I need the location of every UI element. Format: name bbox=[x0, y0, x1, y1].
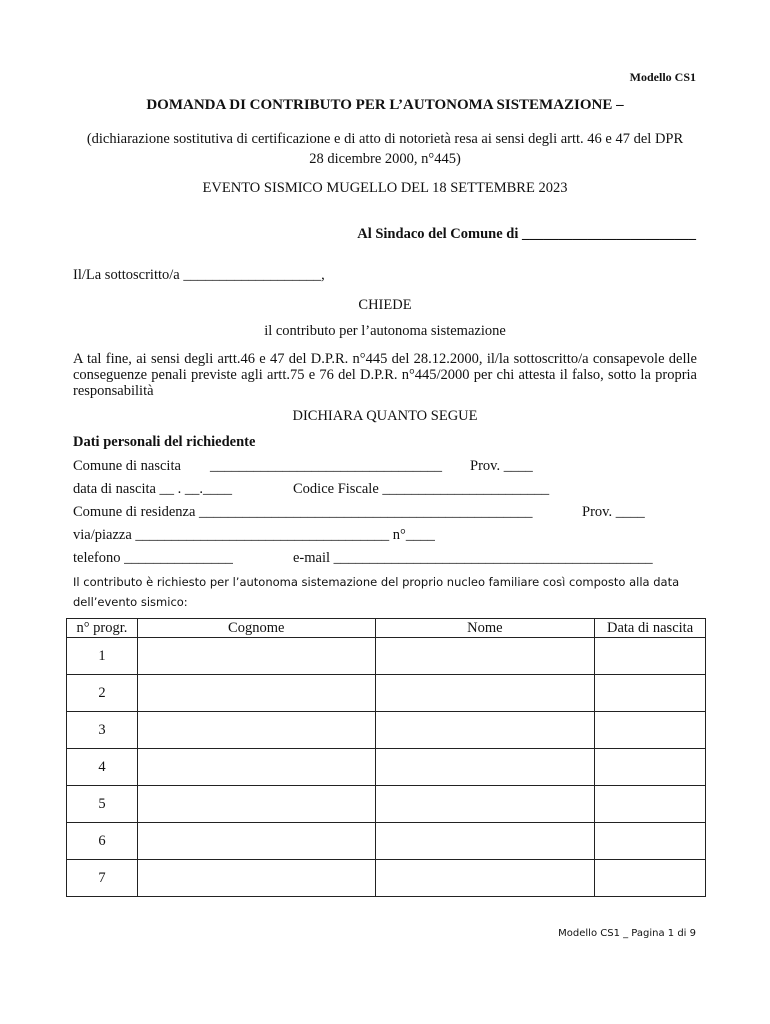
birth-province-field[interactable]: Prov. ____ bbox=[470, 458, 533, 474]
recipient-line: Al Sindaco del Comune di ________________________ bbox=[357, 226, 696, 242]
column-header: Cognome bbox=[137, 619, 375, 638]
surname-cell[interactable] bbox=[137, 638, 375, 675]
surname-cell[interactable] bbox=[137, 786, 375, 823]
surname-cell[interactable] bbox=[137, 712, 375, 749]
table-row bbox=[67, 638, 706, 675]
birthdate-cell[interactable] bbox=[595, 860, 706, 897]
birthdate-cell[interactable] bbox=[595, 712, 706, 749]
birthdate-cell[interactable] bbox=[595, 749, 706, 786]
name-cell[interactable] bbox=[375, 860, 595, 897]
birth-date-field[interactable]: data di nascita __ . __.____ bbox=[73, 481, 233, 497]
table-row bbox=[67, 860, 706, 897]
surname-cell[interactable] bbox=[137, 675, 375, 712]
column-header: Nome bbox=[375, 619, 595, 638]
birthdate-cell[interactable] bbox=[595, 823, 706, 860]
surname-cell[interactable] bbox=[137, 823, 375, 860]
column-header: Data di nascita bbox=[595, 619, 706, 638]
surname-cell[interactable] bbox=[137, 860, 375, 897]
undersigned-line: Il/La sottoscritto/a ___________________, bbox=[73, 267, 325, 283]
row-number: 4 bbox=[67, 749, 138, 786]
name-cell[interactable] bbox=[375, 638, 595, 675]
table-row bbox=[67, 823, 706, 860]
event-title: EVENTO SISMICO MUGELLO DEL 18 SETTEMBRE 2023 bbox=[202, 180, 568, 196]
family-table bbox=[66, 618, 706, 897]
tax-code-field[interactable]: Codice Fiscale _______________________ bbox=[293, 481, 550, 497]
page-footer: Modello CS1 _ Pagina 1 di 9 bbox=[558, 928, 696, 939]
table-row bbox=[67, 786, 706, 823]
birth-town-label: Comune di nascita bbox=[73, 458, 181, 474]
surname-cell[interactable] bbox=[137, 749, 375, 786]
residence-town-field[interactable]: Comune di residenza ______________________________________________ bbox=[73, 504, 533, 520]
row-number: 6 bbox=[67, 823, 138, 860]
phone-field[interactable]: telefono _______________ bbox=[73, 550, 233, 566]
name-cell[interactable] bbox=[375, 786, 595, 823]
birthdate-cell[interactable] bbox=[595, 786, 706, 823]
name-cell[interactable] bbox=[375, 823, 595, 860]
row-number: 1 bbox=[67, 638, 138, 675]
table-row bbox=[67, 712, 706, 749]
declaration-paragraph: A tal fine, ai sensi degli artt.46 e 47 del D.P.R. n°445 del 28.12.2000, il/la sottoscritto/a consapevole delle conseguenze penali previste agli artt.75 e 76 del D.P.R. n°445/2000 per chi attesta il falso, sotto la propria responsabilità bbox=[73, 351, 697, 399]
declaration-heading: DICHIARA QUANTO SEGUE bbox=[292, 408, 478, 424]
email-field[interactable]: e-mail ____________________________________________ bbox=[293, 550, 653, 566]
table-row bbox=[67, 749, 706, 786]
name-cell[interactable] bbox=[375, 712, 595, 749]
street-field[interactable]: via/piazza ___________________________________ n°____ bbox=[73, 527, 435, 543]
document-subtitle: (dichiarazione sostitutiva di certificazione e di atto di notorietà resa ai sensi degli artt. 46 e 47 del DPR 28 dicembre 2000, n°445) bbox=[86, 131, 684, 167]
row-number: 5 bbox=[67, 786, 138, 823]
table-header-row bbox=[67, 619, 706, 638]
family-intro: Il contributo è richiesto per l’autonoma sistemazione del proprio nucleo familiare così composto alla data dell’evento sismico: bbox=[73, 575, 680, 609]
birthdate-cell[interactable] bbox=[595, 675, 706, 712]
column-header: n° progr. bbox=[67, 619, 138, 638]
request-heading: CHIEDE bbox=[358, 297, 412, 313]
table-row bbox=[67, 675, 706, 712]
row-number: 7 bbox=[67, 860, 138, 897]
model-label: Modello CS1 bbox=[629, 70, 696, 84]
name-cell[interactable] bbox=[375, 675, 595, 712]
birth-town-field[interactable]: ________________________________ bbox=[210, 458, 442, 474]
personal-data-heading: Dati personali del richiedente bbox=[73, 434, 256, 450]
birthdate-cell[interactable] bbox=[595, 638, 706, 675]
request-text: il contributo per l’autonoma sistemazione bbox=[264, 323, 506, 339]
row-number: 2 bbox=[67, 675, 138, 712]
row-number: 3 bbox=[67, 712, 138, 749]
document-title: DOMANDA DI CONTRIBUTO PER L’AUTONOMA SISTEMAZIONE – bbox=[146, 97, 624, 113]
name-cell[interactable] bbox=[375, 749, 595, 786]
residence-province-field[interactable]: Prov. ____ bbox=[582, 504, 645, 520]
